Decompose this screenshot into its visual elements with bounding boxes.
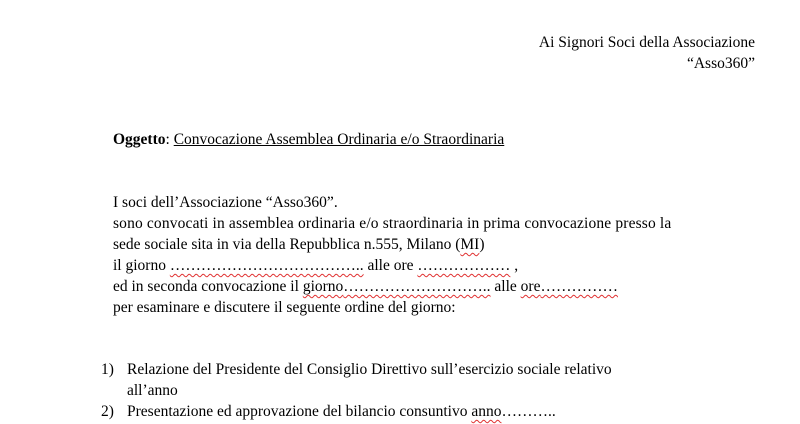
second-call-day-blank: ……………………….. <box>343 278 491 295</box>
body-line-1: I soci dell’Associazione “Asso360”. <box>113 194 338 211</box>
first-call-time-blank: ……………… <box>417 257 511 274</box>
agenda-item-2-text: Presentazione ed approvazione del bilancio consuntivo <box>127 403 472 420</box>
first-call-day-blank: ……………………………….. <box>169 257 364 274</box>
second-call-day-word: giorno <box>302 278 344 295</box>
body-line-3 <box>113 235 485 255</box>
second-call-time-word: ore <box>520 278 541 295</box>
second-call-label: ed in seconda convocazione il <box>113 278 303 295</box>
province-code: MI <box>460 236 480 253</box>
agenda-item-1-line-2: all’anno <box>127 382 178 399</box>
body-line-4 <box>113 256 518 276</box>
agenda-item-1-number: 1) <box>101 361 114 378</box>
agenda-item-1-line-1: Relazione del Presidente del Consiglio Direttivo sull’esercizio sociale relativo <box>127 361 612 378</box>
body-line-3-text: sede sociale sita in via della Repubblica n.555, Milano ( <box>113 236 461 253</box>
second-call-time-blank: …………… <box>540 278 618 295</box>
subject-text: Convocazione Assemblea Ordinaria e/o Straordinaria <box>173 131 505 148</box>
second-call-time-label: alle <box>490 278 521 295</box>
addressee-line-1: Ai Signori Soci della Associazione <box>538 34 755 51</box>
subject-colon: : <box>165 131 174 148</box>
time-label: alle ore <box>363 257 418 274</box>
day-label: il giorno <box>113 257 170 274</box>
addressee-line-2: “Asso360” <box>686 55 755 72</box>
body-line-3-close: ) <box>479 236 485 253</box>
agenda-item-2 <box>127 402 556 422</box>
body-line-6: per esaminare e discutere il seguente ordine del giorno: <box>113 299 456 316</box>
agenda-item-2-year-word: anno <box>471 403 502 420</box>
body-line-5 <box>113 277 618 297</box>
subject-label: Oggetto <box>113 131 166 148</box>
body-line-2: sono convocati in assemblea ordinaria e/o straordinaria in prima convocazione presso la <box>113 215 672 232</box>
subject-line <box>113 130 504 150</box>
body-line-4-end: , <box>510 257 519 274</box>
agenda-item-2-year-blank: ……….. <box>501 403 556 420</box>
agenda-item-2-number: 2) <box>101 403 114 420</box>
